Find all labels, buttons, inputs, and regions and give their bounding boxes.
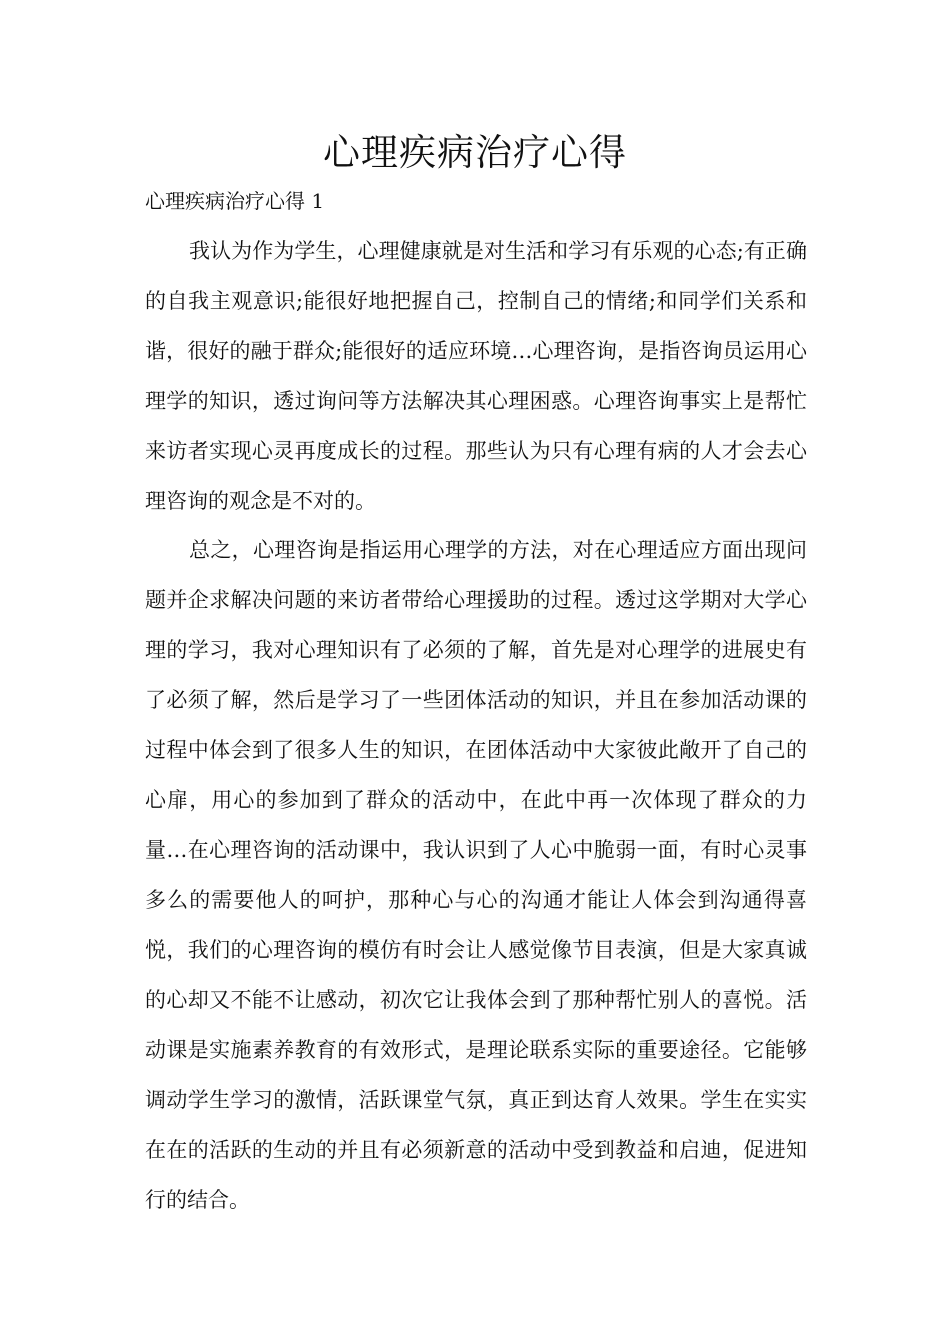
- section-subtitle: 心理疾病治疗心得 1: [145, 189, 325, 213]
- body-paragraph-2: 总之，心理咨询是指运用心理学的方法，对在心理适应方面出现问题并企求解决问题的来访者带给心理援助的过程。透过这学期对大学心理的学习，我对心理知识有了必须的了解，首先是对心理学的进展史有了必须了解，然后是学习了一些团体活动的知识，并且在参加活动课的过程中体会到了很多人生的知识，在团体活动中大家彼此敞开了自己的心扉，用心的参加到了群众的活动中，在此中再一次体现了群众的力量…在心理咨询的活动课中，我认识到了人心中脆弱一面，有时心灵事多么的需要他人的呵护，那种心与心的沟通才能让人体会到沟通得喜悦，我们的心理咨询的模仿有时会让人感觉像节目表演，但是大家真诚的心却又不能不让感动，初次它让我体会到了那种帮忙别人的喜悦。活动课是实施素养教育的有效形式，是理论联系实际的重要途径。它能够调动学生学习的激情，活跃课堂气氛，真正到达育人效果。学生在实实在在的活跃的生动的并且有必须新意的活动中受到教益和启迪，促进知行的结合。: [145, 538, 807, 1212]
- body-paragraph-1: 我认为作为学生，心理健康就是对生活和学习有乐观的心态;有正确的自我主观意识;能很好地把握自己，控制自己的情绪;和同学们关系和谐，很好的融于群众;能很好的适应环境…心理咨询，是指咨询员运用心理学的知识，透过询问等方法解决其心理困惑。心理咨询事实上是帮忙来访者实现心灵再度成长的过程。那些认为只有心理有病的人才会去心理咨询的观念是不对的。: [145, 239, 807, 513]
- document-title: 心理疾病治疗心得: [323, 131, 627, 174]
